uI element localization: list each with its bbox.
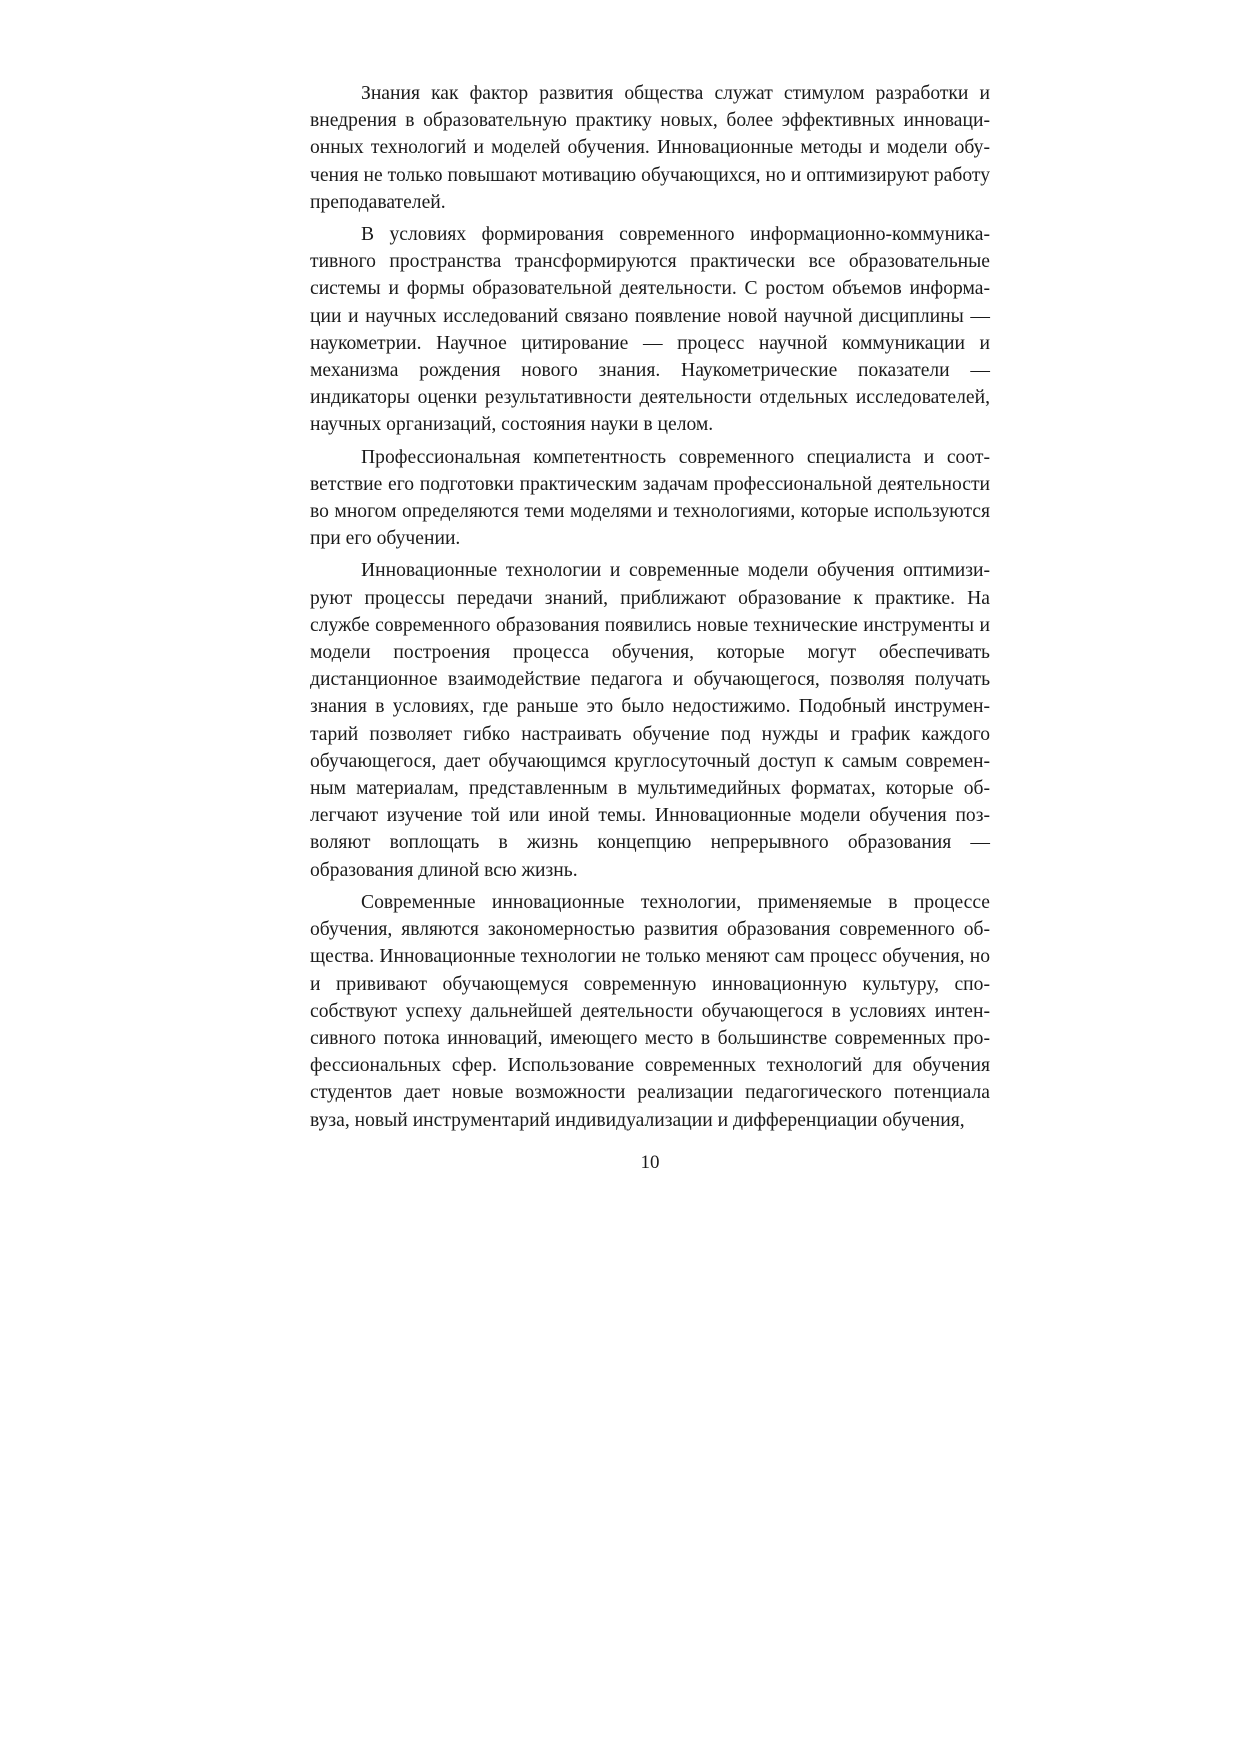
paragraph-4: Инновационные технологии и современные модели обучения оптимизируют процессы передачи знаний, приближают образование к практике. На службе современного образования появились новые технические инструменты и модели построения процесса обучения, которые могут обеспечивать дистанционное взаимодействие педагога и обучающегося, позволяя получать знания в условиях, где раньше это было недостижимо. Подобный инструментарий позволяет гибко настраивать обучение под нужды и график каждого обучающегося, дает обучающимся круглосуточный доступ к самым современным материалам, представленным в мультимедийных форматах, которые облегчают изучение той или иной темы. Инновационные модели обучения позволяют воплощать в жизнь концепцию непрерывного образования — образования длиной всю жизнь. bbox=[310, 560, 990, 881]
paragraph-1: Знания как фактор развития общества служат стимулом разработки и внедрения в образовательную практику новых, более эффективных инновационных технологий и моделей обучения. Инновационные методы и модели обучения не только повышают мотивацию обучающихся, но и оптимизируют работу преподавателей. bbox=[310, 83, 990, 213]
paragraph-3: Профессиональная компетентность современного специалиста и соответствие его подготовки практическим задачам профессиональной деятельности во многом определяются теми моделями и технологиями, которые используются при его обучении. bbox=[310, 446, 990, 550]
paragraph-5: Современные инновационные технологии, применяемые в процессе обучения, являются закономерностью развития образования современного общества. Инновационные технологии не только меняют сам процесс обучения, но и прививают обучающемуся современную инновационную культуру, способствуют успеху дальнейшей деятельности обучающегося в условиях интенсивного потока инноваций, имеющего место в большинстве современных профессиональных сфер. Использование современных технологий для обучения студентов дает новые возможности реализации педагогического потенциала вуза, новый инструментарий индивидуализации и дифференциации обучения, bbox=[310, 891, 990, 1131]
paragraph-2: В условиях формирования современного информационно-коммуникативного пространства трансформируются практически все образовательные системы и формы образовательной деятельности. С ростом объемов информации и научных исследований связано появление новой научной дисциплины — наукометрии. Научное цитирование — процесс научной коммуникации и механизма рождения нового знания. Наукометрические показатели — индикаторы оценки результативности деятельности отдельных исследователей, научных организаций, состояния науки в целом. bbox=[310, 224, 990, 436]
page-number: 10 bbox=[640, 1152, 660, 1173]
page-body bbox=[310, 80, 990, 1139]
